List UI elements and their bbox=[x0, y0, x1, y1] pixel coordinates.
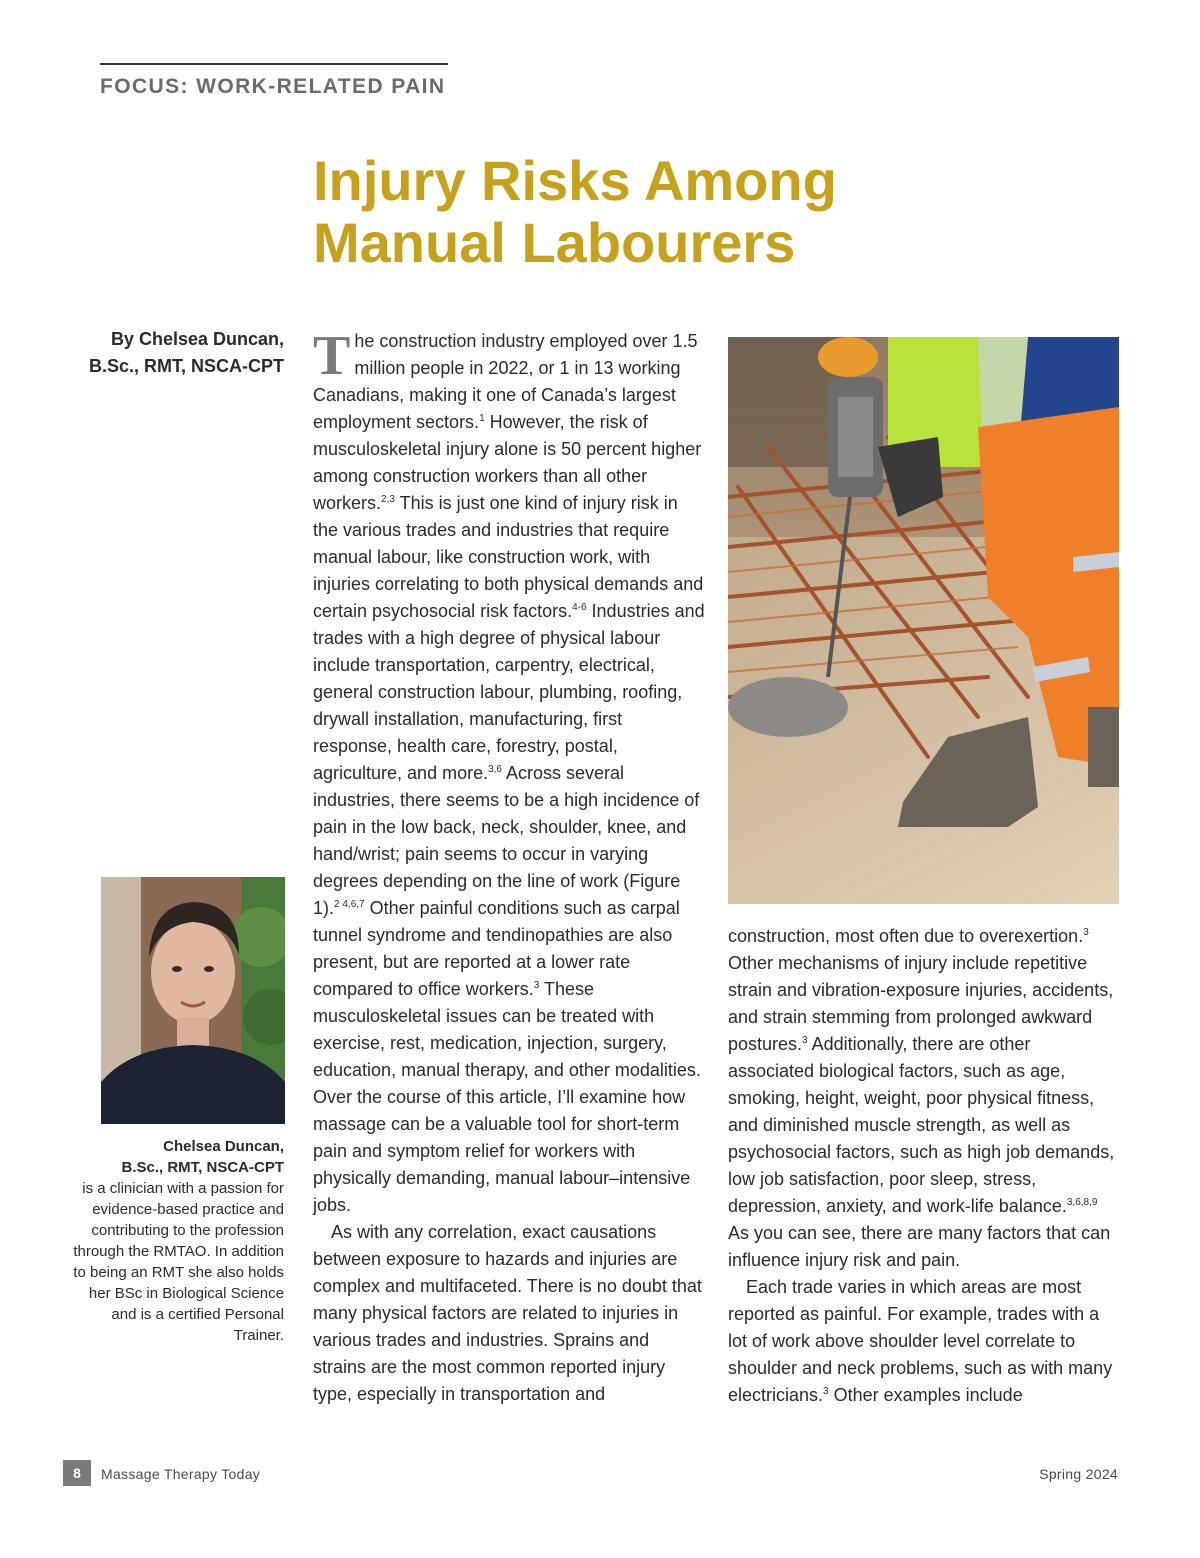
reference: 3 bbox=[802, 1035, 808, 1046]
text-run: Each trade varies in which areas are most reported as painful. For example, trades with a lot of work above shoulder level correlate to shoulder and neck problems, such as with many electricians. bbox=[728, 1277, 1113, 1405]
reference: 2,3 bbox=[381, 494, 395, 505]
reference: 1 bbox=[479, 413, 485, 424]
reference: 3 bbox=[1083, 927, 1089, 938]
text-run: As you can see, there are many factors that can influence injury risk and pain. bbox=[728, 1223, 1111, 1270]
text-run: These musculoskeletal issues can be treated with exercise, rest, medication, injection, surgery, education, manual therapy, and other modalities. Over the course of this article, I’ll examine how massage can be a valuable tool for short-term pain and symptom relief for workers with physically demanding, manual labour–intensive jobs. bbox=[313, 979, 701, 1215]
publication-name: Massage Therapy Today bbox=[101, 1466, 261, 1482]
paragraph-2 bbox=[313, 1219, 706, 1408]
bio-name: Chelsea Duncan, bbox=[163, 1138, 284, 1155]
reference: 3,6 bbox=[488, 764, 502, 775]
title-line-2: Manual Labourers bbox=[313, 211, 796, 274]
title-line-1: Injury Risks Among bbox=[313, 149, 837, 212]
issue-date: Spring 2024 bbox=[1039, 1466, 1118, 1482]
text-run: construction, most often due to overexertion. bbox=[728, 926, 1084, 946]
bio-credentials: B.Sc., RMT, NSCA-CPT bbox=[121, 1159, 284, 1176]
text-run: Industries and trades with a high degree of physical labour include transportation, carpentry, electrical, general construction labour, plumbing, roofing, drywall installation, manufacturing, first response, health care, forestry, postal, agriculture, and more. bbox=[313, 601, 705, 783]
byline bbox=[60, 326, 284, 380]
author-bio bbox=[60, 1136, 284, 1346]
text-run: However, the risk of musculoskeletal injury alone is 50 percent higher among construction workers than all other workers. bbox=[313, 412, 702, 513]
text-run: As with any correlation, exact causations between exposure to hazards and injuries are complex and multifaceted. There is no doubt that many physical factors are related to injuries in various trades and industries. Sprains and strains are the most common reported injury type, especially in transportation and bbox=[313, 1222, 702, 1404]
bio-text: is a clinician with a passion for evidence-based practice and contributing to the profession through the RMTAO. In addition to being an RMT she also holds her BSc in Biological Science and is a certified Personal Trainer. bbox=[73, 1180, 284, 1344]
paragraph-3 bbox=[728, 923, 1120, 1274]
author-photo bbox=[101, 877, 285, 1124]
text-run: Additionally, there are other associated biological factors, such as age, smoking, height, weight, poor physical fitness, and diminished muscle strength, as well as psychosocial factors, such as high job demands, low job satisfaction, poor sleep, stress, depression, anxiety, and work-life balance. bbox=[728, 1034, 1115, 1216]
reference: 3,6,8,9 bbox=[1066, 1197, 1098, 1208]
byline-credentials: B.Sc., RMT, NSCA-CPT bbox=[88, 356, 284, 376]
reference: 2 4,6,7 bbox=[334, 899, 365, 910]
article-column-2 bbox=[728, 923, 1120, 1409]
article-column-1 bbox=[313, 325, 706, 1408]
text-run: Other painful conditions such as carpal tunnel syndrome and tendinopathies are also present, but are reported at a lower rate compared to office workers. bbox=[313, 898, 680, 999]
text-run: Across several industries, there seems to be a high incidence of pain in the low back, neck, shoulder, knee, and hand/wrist; pain seems to occur in varying degrees depending on the line of work (Figure 1). bbox=[313, 763, 700, 918]
drop-cap: T bbox=[313, 325, 351, 387]
page-number: 8 bbox=[63, 1460, 91, 1486]
construction-worker-photo bbox=[728, 337, 1119, 904]
byline-author: By Chelsea Duncan, bbox=[110, 329, 284, 349]
reference: 4-6 bbox=[572, 602, 587, 613]
reference: 3 bbox=[823, 1386, 829, 1397]
text-run: Other examples include bbox=[828, 1385, 1023, 1405]
article-title bbox=[313, 150, 1013, 274]
text-run: he construction industry employed over 1.5 million people in 2022, or 1 in 13 working Canadians, making it one of Canada’s largest employment sectors. bbox=[313, 331, 698, 432]
header-rule bbox=[100, 63, 448, 65]
reference: 3 bbox=[533, 980, 540, 991]
text-run: This is just one kind of injury risk in the various trades and industries that require manual labour, like construction work, with injuries correlating to both physical demands and certain psychosocial risk factors. bbox=[313, 493, 704, 621]
paragraph-4 bbox=[728, 1274, 1120, 1409]
paragraph-1 bbox=[313, 325, 706, 1219]
section-label: FOCUS: WORK-RELATED PAIN bbox=[100, 75, 446, 98]
text-run: Other mechanisms of injury include repetitive strain and vibration-exposure injuries, accidents, and strain stemming from prolonged awkward postures. bbox=[728, 953, 1114, 1054]
